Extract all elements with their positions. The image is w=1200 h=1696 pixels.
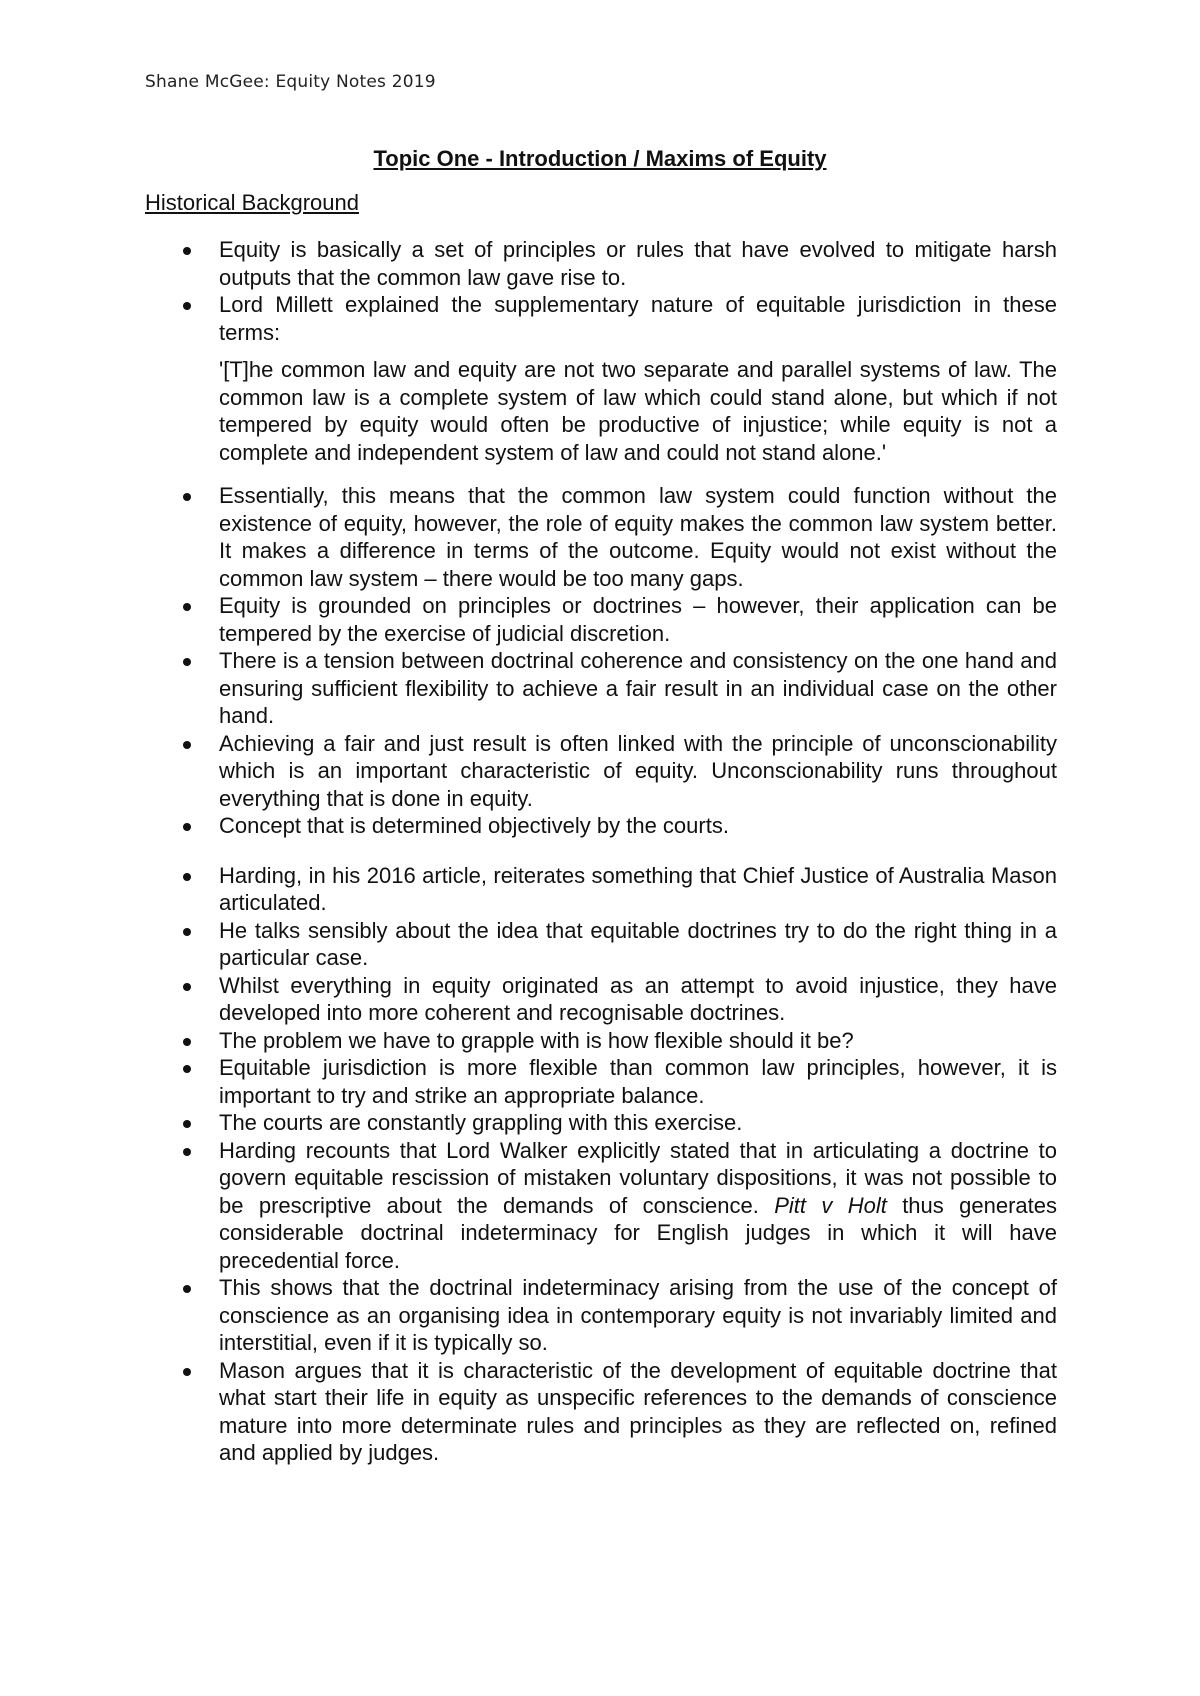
list-item [145, 482, 1057, 592]
list-item-text: Harding, in his 2016 article, reiterates something that Chief Justice of Australia Mason articulated. [219, 862, 1057, 915]
list-item [145, 1109, 1057, 1137]
list-item [145, 972, 1057, 1027]
list-item-text: This shows that the doctrinal indeterminacy arising from the use of the concept of conscience as an organising idea in contemporary equity is not invariably limited and interstitial, even if it is typically so. [219, 1275, 1057, 1355]
list-item-text: Concept that is determined objectively by the courts. [219, 813, 729, 838]
list-item-text: Achieving a fair and just result is often linked with the principle of unconscionability which is an important characteristic of equity. Unconscionability runs throughout everything that is done in equity. [219, 730, 1057, 811]
case-name-pitt-v-holt: Pitt v Holt [774, 1192, 887, 1218]
paragraph-gap [145, 840, 1057, 862]
bullet-icon [183, 247, 191, 255]
list-item-text: Equity is grounded on principles or doctrines – however, their application can be tempered by the exercise of judicial discretion. [219, 593, 1057, 646]
list-item [145, 1357, 1057, 1467]
bullet-icon [183, 741, 191, 749]
bullet-icon [183, 983, 191, 991]
list-item [145, 730, 1057, 813]
bullet-list-intro [145, 236, 1057, 346]
bullet-icon [183, 1038, 191, 1046]
list-item-text: The courts are constantly grappling with this exercise. [219, 1110, 743, 1135]
bullet-icon [183, 1148, 191, 1156]
list-item-text: Whilst everything in equity originated as an attempt to avoid injustice, they have developed into more coherent and recognisable doctrines. [219, 972, 1057, 1025]
list-item [145, 862, 1057, 917]
running-header: Shane McGee: Equity Notes 2019 [145, 72, 436, 92]
bullet-icon [183, 1285, 191, 1293]
bullet-icon [183, 823, 191, 831]
list-item-text: The problem we have to grapple with is how flexible should it be? [219, 1027, 854, 1053]
list-item-text: Equitable jurisdiction is more flexible than common law principles, however, it is important to try and strike an appropriate balance. [219, 1055, 1057, 1108]
list-item-text: He talks sensibly about the idea that equitable doctrines try to do the right thing in a particular case. [219, 917, 1057, 970]
list-item-text: Equity is basically a set of principles or rules that have evolved to mitigate harsh outputs that the common law gave rise to. [219, 237, 1057, 290]
bullet-icon [183, 1120, 191, 1128]
list-item-text: Essentially, this means that the common law system could function without the existence of equity, however, the role of equity makes the common law system better. It makes a difference in terms of the outcome. Equity would not exist without the common law system – there would be too many gaps. [219, 483, 1057, 591]
bullet-icon [183, 658, 191, 666]
list-item [145, 291, 1057, 346]
list-item [145, 1027, 1057, 1055]
list-item [145, 592, 1057, 647]
document-body [145, 236, 1057, 1467]
list-item [145, 1137, 1057, 1275]
list-item-text: Lord Millett explained the supplementary nature of equitable jurisdiction in these terms: [219, 292, 1057, 345]
list-item-text-before: Harding recounts that Lord Walker explicitly stated that in articulating a doctrine to govern equitable rescission of mistaken voluntary dispositions, it was not possible to be prescriptive about the demands of conscience. [219, 1137, 1057, 1218]
bullet-icon [183, 873, 191, 881]
list-item [145, 647, 1057, 730]
list-item [145, 1054, 1057, 1109]
list-item-text-after: thus generates considerable doctrinal indeterminacy for English judges in which it will have precedential force. [219, 1192, 1057, 1273]
millett-quote: '[T]he common law and equity are not two separate and parallel systems of law. The common law is a complete system of law which could stand alone, but which if not tempered by equity would often be productive of injustice; while equity is not a complete and independent system of law and could not stand alone.' [219, 357, 1057, 465]
list-item [145, 236, 1057, 291]
bullet-list-harding [145, 862, 1057, 1467]
document-title: Topic One - Introduction / Maxims of Equity [373, 146, 827, 171]
bullet-list-essentials [145, 482, 1057, 840]
list-item-text: Mason argues that it is characteristic of the development of equitable doctrine that what start their life in equity as unspecific references to the demands of conscience mature into more determinate rules and principles as they are reflected on, refined and applied by judges. [219, 1357, 1057, 1465]
section-heading: Historical Background [145, 190, 359, 215]
bullet-icon [183, 928, 191, 936]
bullet-icon [183, 302, 191, 310]
bullet-icon [183, 1065, 191, 1073]
bullet-icon [183, 603, 191, 611]
bullet-icon [183, 1368, 191, 1376]
bullet-icon [183, 493, 191, 501]
list-item [145, 917, 1057, 972]
list-item-text: There is a tension between doctrinal coherence and consistency on the one hand and ensuring sufficient flexibility to achieve a fair result in an individual case on the other hand. [219, 648, 1057, 728]
list-item [145, 1274, 1057, 1357]
list-item [145, 812, 1057, 840]
